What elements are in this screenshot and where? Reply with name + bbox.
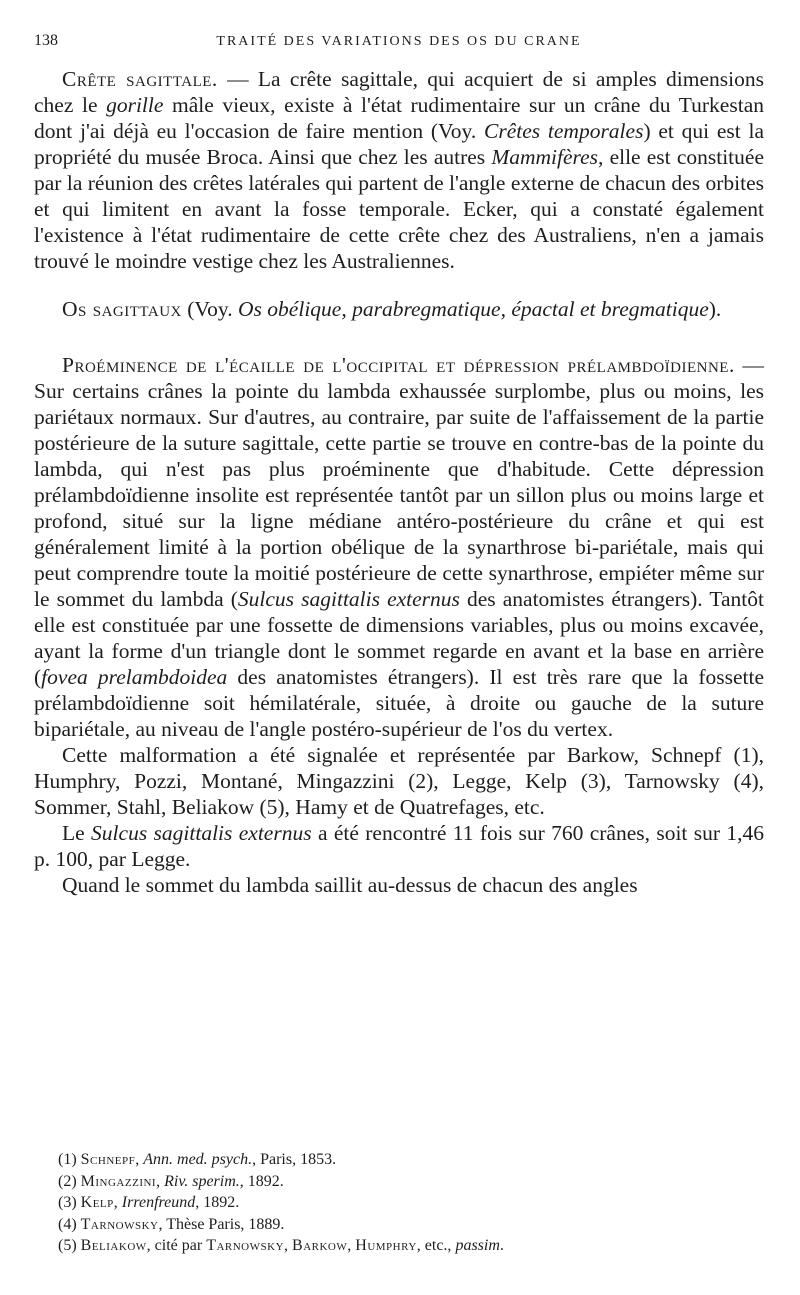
paragraph-crete-sagittale (34, 66, 764, 274)
body-text (34, 66, 764, 898)
page-number: 138 (34, 32, 58, 49)
footnote-number: (4) (58, 1215, 81, 1233)
running-head: TRAITÉ DES VARIATIONS DES OS DU CRANE (216, 34, 582, 49)
italic-term: fovea prelambdoidea (41, 665, 228, 689)
section-heading: Proéminence de l'écaille de l'occipital et dépression prélambdoïdienne. (62, 353, 735, 377)
text-run: . (499, 1237, 504, 1255)
footnote-author: Kelp (80, 1194, 114, 1212)
paragraph-malformation: Cette malformation a été signalée et représentée par Barkow, Schnepf (1), Humphry, Pozzi, Montané, Mingazzini (2), Legge, Kelp (3), Tarnowsky (4), Sommer, Stahl, Beliakow (5), Hamy et de Quatrefages, etc. (34, 743, 764, 819)
text-run: ) et qui est la propriété du musée Broca. Ainsi que chez les autres (34, 119, 764, 169)
footnote-title: passim (455, 1237, 500, 1255)
footnote-title: Riv. sperim. (164, 1172, 240, 1190)
footnote-author: Tarnowsky (206, 1237, 285, 1255)
paragraph-proeminence (34, 352, 764, 742)
text-run: , 1892. (239, 1172, 284, 1190)
text-run: , Paris, 1853. (252, 1151, 337, 1168)
footnote-author: Mingazzini (80, 1172, 157, 1190)
text-run: mâle vieux, existe à l'état rudimentaire sur un crâne du Turkestan dont j'ai déjà eu l'occasion de faire mention (Voy. (34, 93, 764, 143)
footnote-title: Ann. med. psych. (143, 1151, 253, 1168)
paragraph-sulcus (34, 820, 764, 872)
text-run: — La crête sagittale, qui acquiert de si amples dimensions chez le (34, 67, 765, 117)
footnotes (58, 1149, 758, 1257)
footnote-number: (2) (58, 1172, 81, 1190)
footnote-author: Schnepf (80, 1151, 136, 1168)
text-run: , etc., (416, 1237, 456, 1255)
text-run: des anatomistes étrangers). Tantôt elle est constituée par une fossette de dimensions variables, plus ou moins excavée, ayant la forme d'un triangle dont le sommet regarde en avant et la base en arrière ( (34, 587, 764, 689)
text-run: a été rencontré 11 fois sur 760 crânes, soit sur 1,46 p. 100, par Legge. (34, 821, 765, 871)
text-run: , (158, 1215, 167, 1233)
text-run: des anatomistes étrangers). Il est très rare que la fossette prélambdoïdienne soit hémilatérale, située, à droite ou gauche de la suture bipariétale, au niveau de l'angle postéro-supérieur de l'os du vertex. (34, 665, 764, 741)
text-run: Thèse Paris, 1889. (166, 1215, 285, 1233)
footnote-author: Beliakow (80, 1237, 147, 1255)
text-run: Le (62, 821, 92, 845)
text-run: , (347, 1237, 356, 1255)
footnote-author: Barkow (292, 1237, 348, 1255)
text-run: (Voy. (181, 297, 239, 321)
footnote-5 (58, 1235, 758, 1257)
text-run: , cité par (146, 1237, 207, 1255)
footnote-number: (3) (58, 1194, 81, 1212)
footnote-number: (5) (58, 1237, 81, 1255)
paragraph-os-sagittaux (34, 296, 764, 322)
footnote-4 (58, 1214, 758, 1236)
italic-term: gorille (106, 93, 164, 117)
footnote-2 (58, 1171, 758, 1193)
footnote-author: Humphry (355, 1237, 417, 1255)
italic-term: Os obélique, parabregmatique, épactal et bregmatique (238, 297, 709, 321)
text-run: ). (708, 297, 722, 321)
page-header (34, 32, 764, 56)
text-run: , (113, 1194, 122, 1212)
footnote-title: Irrenfreund (121, 1194, 196, 1212)
footnote-3 (58, 1192, 758, 1214)
text-run: , 1892. (195, 1194, 240, 1212)
text-run: , (156, 1172, 165, 1190)
italic-term: Mammifères (491, 145, 599, 169)
text-run: , elle est constituée par la réunion des crêtes latérales qui partent de l'angle externe de chacun des orbites et qui limitent en avant la fosse temporale. Ecker, qui a constaté également l'existence à l'état rudimentaire de cette crête chez des Australiens, n'en a jamais trouvé le moindre vestige chez les Australiennes. (34, 145, 764, 273)
text-run: , (135, 1151, 144, 1168)
italic-term: Crêtes temporales (484, 119, 644, 143)
footnote-author: Tarnowsky (80, 1215, 159, 1233)
text-run: , (284, 1237, 293, 1255)
paragraph-quand: Quand le sommet du lambda saillit au-dessus de chacun des angles (62, 873, 638, 897)
section-heading: Os sagittaux (62, 297, 182, 321)
footnote-number: (1) (58, 1151, 81, 1168)
section-heading: Crête sagittale. (62, 67, 218, 91)
italic-term: Sulcus sagittalis externus (237, 587, 460, 611)
italic-term: Sulcus sagittalis externus (91, 821, 312, 845)
text-run: — Sur certains crânes la pointe du lambda exhaussée surplombe, plus ou moins, les pariétaux normaux. Sur d'autres, au contraire, par suite de l'affaissement de la partie postérieure de la suture sagittale, cette partie se trouve en contre-bas de la pointe du lambda, qui n'est pas plus proéminente que d'habitude. Cette dépression prélambdoïdienne insolite est représentée tantôt par un sillon plus ou moins large et profond, situé sur la ligne médiane antéro-postérieure du crâne et qui est généralement limité à la portion obélique de la synarthrose bi-pariétale, mais qui peut comprendre toute la moitié postérieure de cette synarthrose, empiéter même sur le sommet du lambda ( (34, 353, 765, 611)
footnote-1 (58, 1149, 758, 1171)
